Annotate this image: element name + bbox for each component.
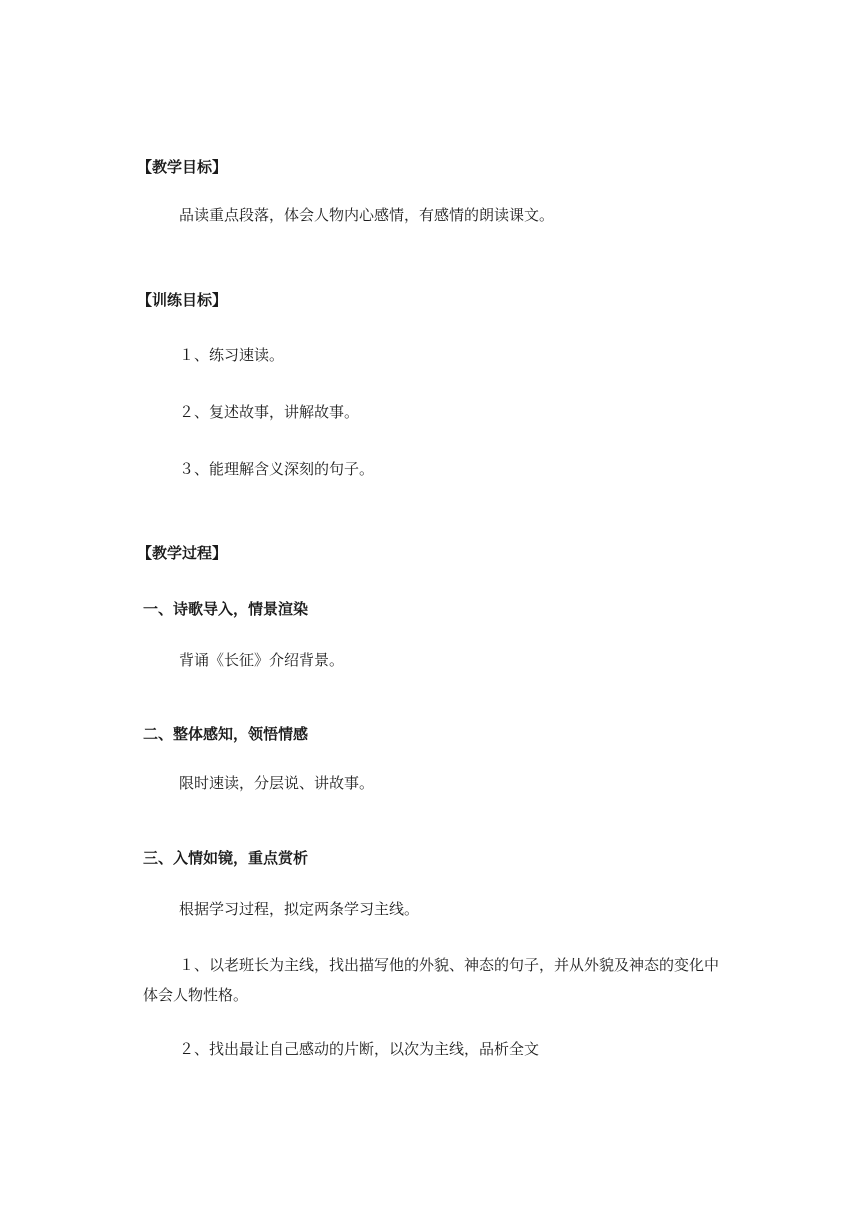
process-step-title: 三、入情如镜，重点赏析 (143, 849, 309, 867)
heading-teaching-process: 【教学过程】 (137, 544, 228, 562)
process-subitem: ２、找出最让自己感动的片断，以次为主线，品析全文 (179, 1040, 540, 1058)
process-subitem: １、以老班长为主线，找出描写他的外貌、神态的句子，并从外貌及神态的变化中体会人物性格。 (143, 956, 720, 1004)
heading-teaching-goals: 【教学目标】 (137, 158, 228, 176)
training-goal-item: １、练习速读。 (179, 346, 285, 364)
process-step-text: 根据学习过程，拟定两条学习主线。 (179, 900, 420, 918)
training-goal-item: ２、复述故事，讲解故事。 (179, 403, 360, 421)
process-step-title: 一、诗歌导入，情景渲染 (143, 600, 309, 618)
process-step-text: 背诵《长征》介绍背景。 (179, 651, 345, 669)
process-step-text: 限时速读，分层说、讲故事。 (179, 774, 375, 792)
heading-training-goals: 【训练目标】 (137, 291, 228, 309)
teaching-goals-text: 品读重点段落，体会人物内心感情，有感情的朗读课文。 (179, 206, 555, 224)
process-step-title: 二、整体感知，领悟情感 (143, 725, 309, 743)
training-goal-item: ３、能理解含义深刻的句子。 (179, 460, 375, 478)
